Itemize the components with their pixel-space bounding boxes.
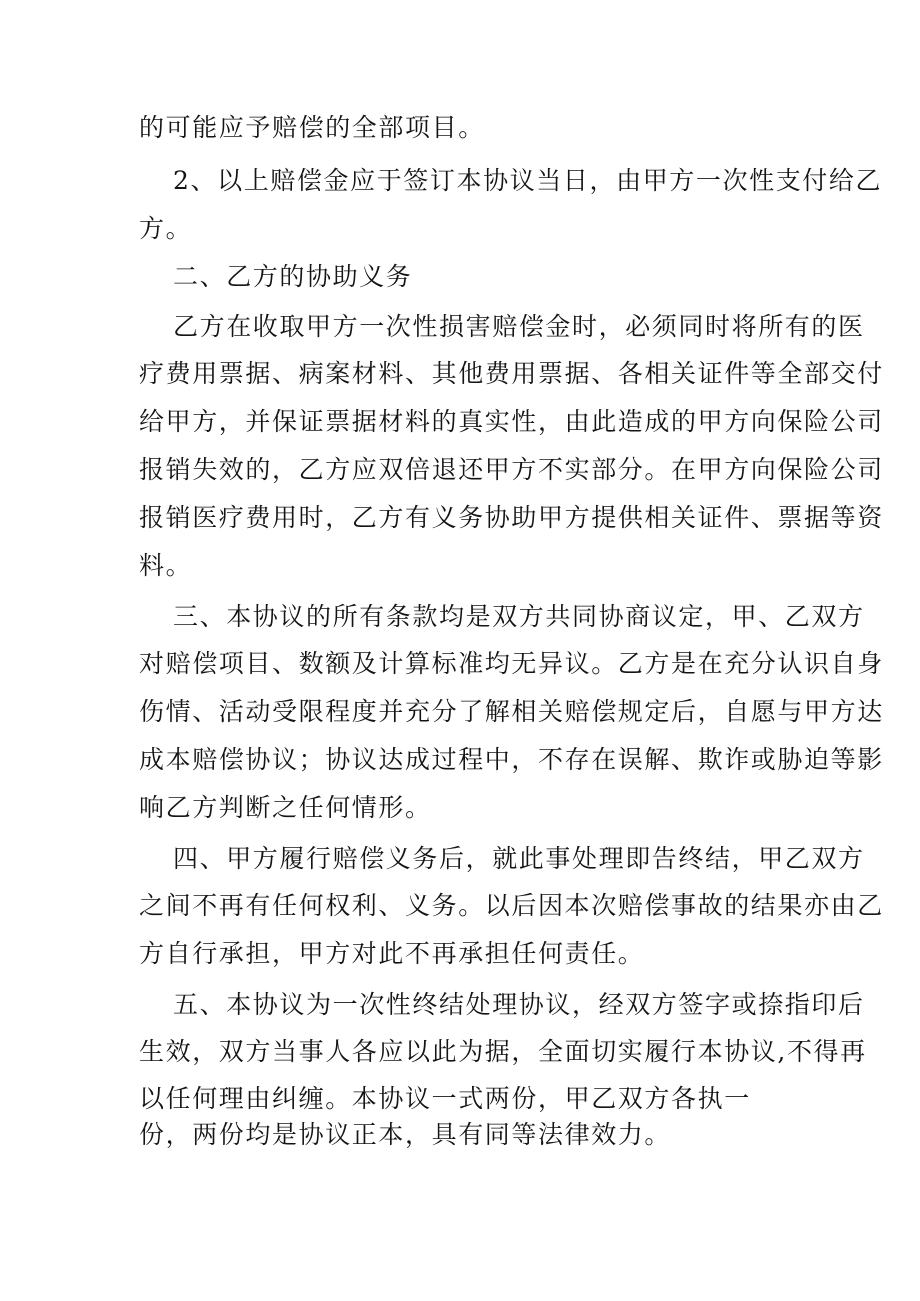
text-line: 报销失效的，乙方应双倍退还甲方不实部分。在甲方向保险公司 [139,455,884,484]
text-line: 方自行承担，甲方对此不再承担任何责任。 [139,939,645,968]
text-line: 给甲方，并保证票据材料的真实性，由此造成的甲方向保险公司 [139,407,884,436]
text-line: 的可能应予赔偿的全部项目。 [139,113,485,142]
text-line: 成本赔偿协议；协议达成过程中，不存在误解、欺诈或胁迫等影 [139,745,884,774]
text-line: 方。 [139,214,193,243]
text-line: 2、以上赔偿金应于签订本协议当日，由甲方一次性支付给乙 [173,166,883,195]
text-line: 伤情、活动受限程度并充分了解相关赔偿规定后，自愿与甲方达 [139,697,884,726]
text-line: 乙方在收取甲方一次性损害赔偿金时，必须同时将所有的医 [173,312,865,341]
text-line: 之间不再有任何权利、义务。以后因本次赔偿事故的结果亦由乙 [139,891,884,920]
text-line: 以任何理由纠缠。本协议一式两份，甲乙双方各执一 [139,1084,751,1113]
text-line: 对赔偿项目、数额及计算标准均无异议。乙方是在充分认识自身 [139,649,884,678]
text-line: 五、本协议为一次性终结处理协议，经双方签字或捺指印后 [173,990,865,1019]
text-line: 料。 [139,551,193,580]
text-line: 份，两份均是协议正本，具有同等法律效力。 [139,1120,672,1149]
section-heading: 二、乙方的协助义务 [173,262,413,291]
text-line: 三、本协议的所有条款均是双方共同协商议定，甲、乙双方 [173,602,865,631]
text-line: 生效，双方当事人各应以此为据，全面切实履行本协议,不得再 [139,1037,867,1066]
text-line: 报销医疗费用时，乙方有义务协助甲方提供相关证件、票据等资 [139,503,884,532]
text-line: 四、甲方履行赔偿义务后，就此事处理即告终结，甲乙双方 [173,844,865,873]
text-line: 疗费用票据、病案材料、其他费用票据、各相关证件等全部交付 [139,359,884,388]
text-line: 响乙方判断之任何情形。 [139,793,432,822]
